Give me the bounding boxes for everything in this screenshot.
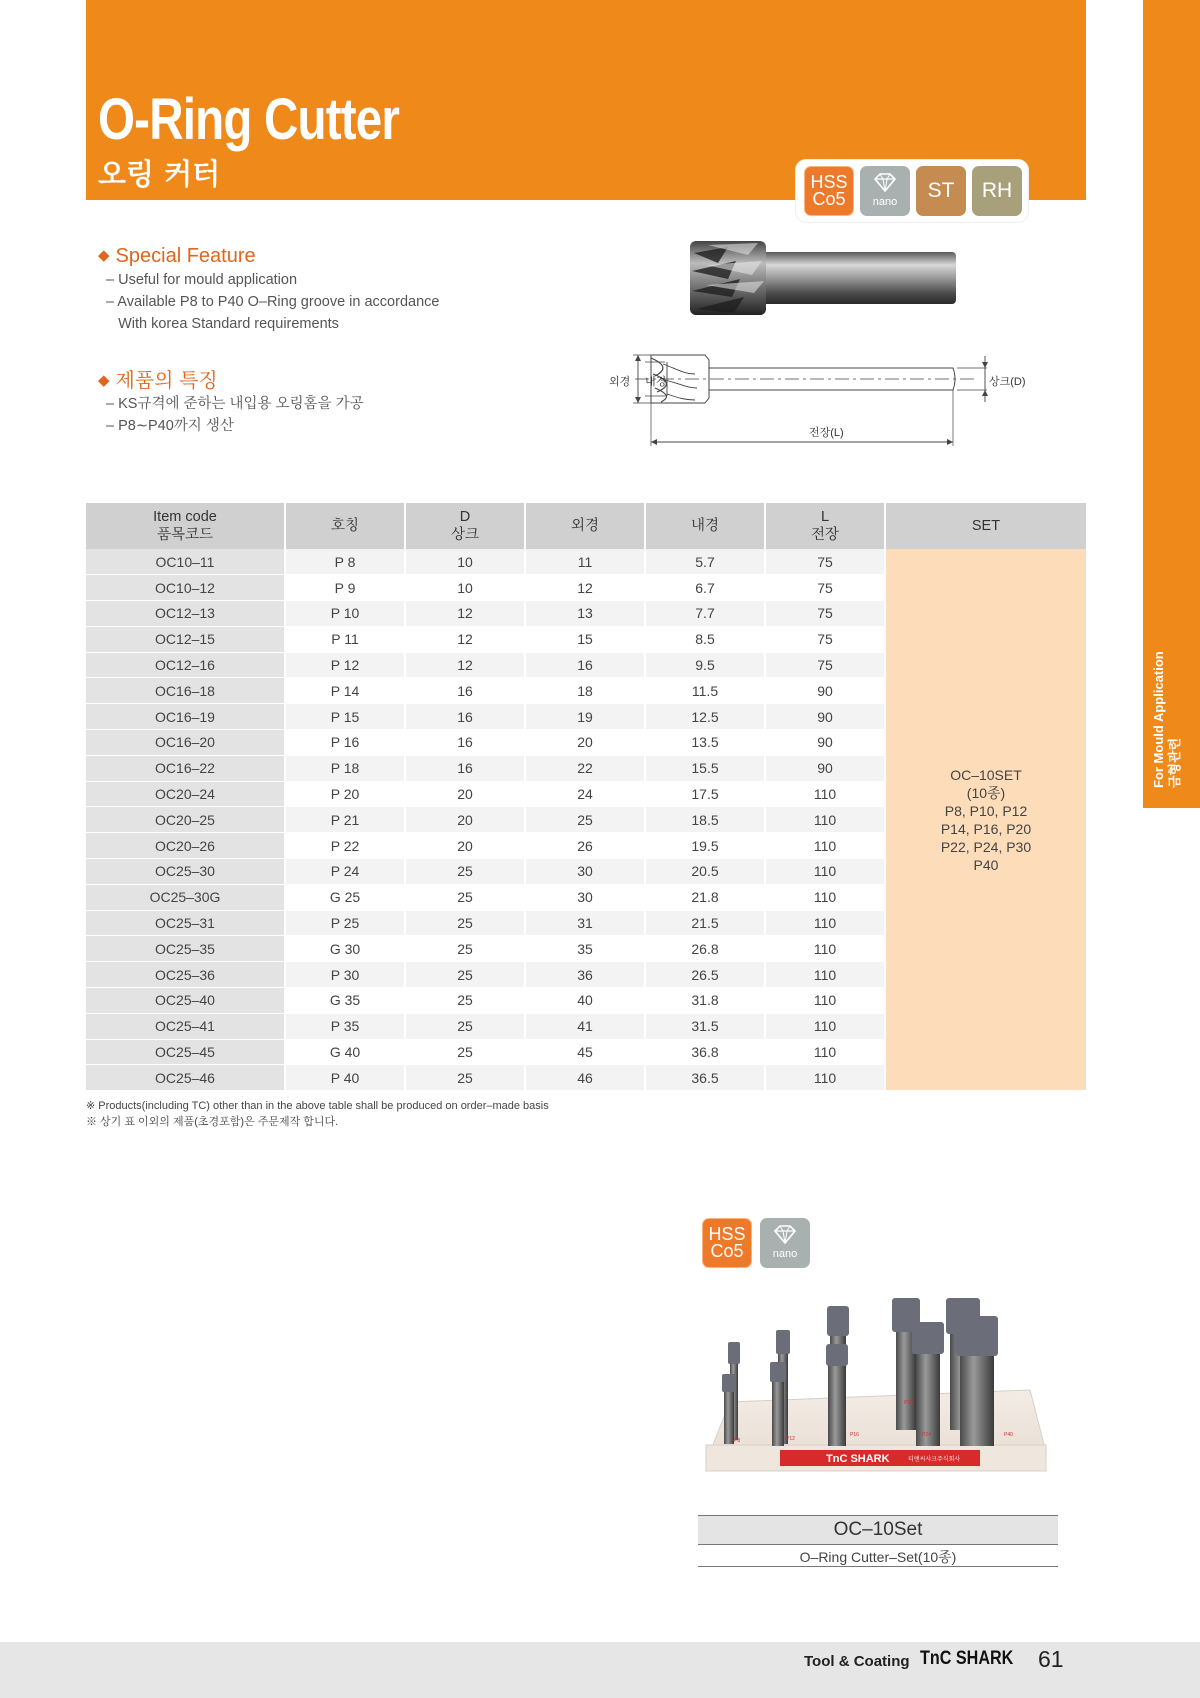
outer-diameter-label: 외경 (609, 376, 631, 388)
designation-cell: G 25 (285, 884, 405, 910)
hss-co5-badge (702, 1218, 752, 1268)
inner-dia-cell: 15.5 (645, 755, 765, 781)
inner-dia-cell: 17.5 (645, 781, 765, 807)
hss-co5-badge (804, 166, 854, 216)
photo-label-p24: P24 (922, 1432, 931, 1438)
footer-brand-logo: TnC SHARK (920, 1648, 1014, 1669)
set-nano-badge-label: nano (772, 1248, 798, 1260)
feature-en-line: – Available P8 to P40 O–Ring groove in accordance (106, 294, 440, 310)
set-material-badges (702, 1218, 814, 1270)
shank-cell: 25 (405, 988, 525, 1014)
item-code-cell: OC25–30G (86, 884, 285, 910)
page-number: 61 (1038, 1646, 1064, 1672)
inner-dia-cell: 9.5 (645, 652, 765, 678)
length-cell: 90 (765, 704, 885, 730)
shank-cell: 25 (405, 1065, 525, 1091)
outer-dia-cell: 16 (525, 652, 645, 678)
set-contents-cell (885, 549, 1086, 1091)
inner-dia-cell: 18.5 (645, 807, 765, 833)
inner-dia-cell: 36.8 (645, 1039, 765, 1065)
item-code-cell: OC12–15 (86, 626, 285, 652)
nano-badge-label: nano (872, 196, 898, 208)
length-cell: 90 (765, 730, 885, 756)
set-description: O–Ring Cutter–Set(10종) (698, 1547, 1058, 1567)
outer-dia-cell: 13 (525, 601, 645, 627)
side-tab-line-ko: 금형관련 (1167, 737, 1182, 788)
shank-cell: 25 (405, 884, 525, 910)
designation-cell: G 35 (285, 988, 405, 1014)
col-header-inner-dia: 내경 (645, 503, 765, 549)
shank-diameter-label: 상크(D) (989, 376, 1026, 388)
outer-dia-cell: 12 (525, 575, 645, 601)
outer-dia-cell: 22 (525, 755, 645, 781)
outer-dia-cell: 30 (525, 859, 645, 885)
st-badge-label: ST (927, 179, 955, 202)
inner-dia-cell: 36.5 (645, 1065, 765, 1091)
shank-cell: 25 (405, 936, 525, 962)
item-code-cell: OC10–11 (86, 549, 285, 575)
item-code-cell: OC12–16 (86, 652, 285, 678)
shank-cell: 25 (405, 1039, 525, 1065)
length-cell: 90 (765, 678, 885, 704)
inner-dia-cell: 13.5 (645, 730, 765, 756)
designation-cell: P 30 (285, 962, 405, 988)
photo-label-p40: P40 (1004, 1432, 1013, 1438)
length-cell: 110 (765, 781, 885, 807)
length-cell: 110 (765, 936, 885, 962)
inner-diameter-label: 내경 (645, 376, 667, 388)
length-cell: 75 (765, 549, 885, 575)
designation-cell: P 35 (285, 1013, 405, 1039)
designation-cell: G 30 (285, 936, 405, 962)
overall-length-label: 전장(L) (809, 427, 844, 439)
outer-dia-cell: 20 (525, 730, 645, 756)
shank-cell: 20 (405, 807, 525, 833)
length-cell: 110 (765, 884, 885, 910)
page-title: O-Ring Cutter (98, 87, 400, 152)
table-row (86, 549, 1086, 575)
shank-cell: 25 (405, 910, 525, 936)
footer-tagline: Tool & Coating (804, 1653, 910, 1670)
special-feature-title (98, 245, 256, 268)
col-header-designation: 호칭 (285, 503, 405, 549)
photo-label-p12: P12 (786, 1436, 795, 1442)
col-header-set: SET (885, 503, 1086, 549)
feature-ko-line: – KS규격에 준하는 내입용 오링홈을 가공 (106, 396, 364, 412)
shank-cell: 10 (405, 575, 525, 601)
length-cell: 110 (765, 1065, 885, 1091)
designation-cell: P 11 (285, 626, 405, 652)
inner-dia-cell: 21.5 (645, 910, 765, 936)
length-cell: 110 (765, 910, 885, 936)
inner-dia-cell: 7.7 (645, 601, 765, 627)
outer-dia-cell: 15 (525, 626, 645, 652)
inner-dia-cell: 6.7 (645, 575, 765, 601)
shank-cell: 12 (405, 626, 525, 652)
item-code-cell: OC25–36 (86, 962, 285, 988)
outer-dia-cell: 26 (525, 833, 645, 859)
designation-cell: P 8 (285, 549, 405, 575)
item-code-cell: OC25–41 (86, 1013, 285, 1039)
item-code-cell: OC16–20 (86, 730, 285, 756)
col-header-outer-dia: 외경 (525, 503, 645, 549)
outer-dia-cell: 30 (525, 884, 645, 910)
photo-label-p16: P16 (850, 1432, 859, 1438)
shank-cell: 10 (405, 549, 525, 575)
item-code-cell: OC25–40 (86, 988, 285, 1014)
item-code-cell: OC12–13 (86, 601, 285, 627)
photo-label-p30: P30 (904, 1400, 913, 1406)
nano-diamond-badge (860, 166, 910, 216)
special-feature-title-text: Special Feature (115, 245, 256, 267)
table-header-row (86, 503, 1086, 549)
outer-dia-cell: 24 (525, 781, 645, 807)
spec-table (86, 503, 1086, 1091)
set-contents-line: P8, P10, P12 (944, 802, 1028, 819)
side-tab-label (1151, 651, 1183, 788)
item-code-cell: OC25–45 (86, 1039, 285, 1065)
length-cell: 110 (765, 807, 885, 833)
shank-cell: 25 (405, 962, 525, 988)
length-cell: 75 (765, 575, 885, 601)
outer-dia-cell: 45 (525, 1039, 645, 1065)
set-contents-line: OC–10SET (950, 766, 1022, 783)
outer-dia-cell: 40 (525, 988, 645, 1014)
shank-cell: 16 (405, 755, 525, 781)
item-code-cell: OC25–46 (86, 1065, 285, 1091)
cutter-set-photo (700, 1290, 1060, 1490)
shank-cell: 25 (405, 859, 525, 885)
item-code-cell: OC16–22 (86, 755, 285, 781)
material-badges (796, 160, 1028, 222)
inner-dia-cell: 26.5 (645, 962, 765, 988)
length-cell: 110 (765, 962, 885, 988)
outer-dia-cell: 31 (525, 910, 645, 936)
hss-co5-badge-label: HSS Co5 (810, 172, 848, 209)
length-cell: 75 (765, 601, 885, 627)
length-cell: 110 (765, 988, 885, 1014)
feature-en-line: – Useful for mould application (106, 272, 298, 288)
inner-dia-cell: 21.8 (645, 884, 765, 910)
designation-cell: P 12 (285, 652, 405, 678)
outer-dia-cell: 46 (525, 1065, 645, 1091)
set-name: OC–10Set (698, 1515, 1058, 1545)
diamond-bullet-icon: ◆ (98, 247, 110, 264)
inner-dia-cell: 31.8 (645, 988, 765, 1014)
shank-cell: 12 (405, 652, 525, 678)
shank-cell: 25 (405, 1013, 525, 1039)
length-cell: 110 (765, 833, 885, 859)
outer-dia-cell: 41 (525, 1013, 645, 1039)
footer-bar (0, 1642, 1200, 1698)
outer-dia-cell: 35 (525, 936, 645, 962)
note-en: ※ Products(including TC) other than in the above table shall be produced on order–made basis (86, 1100, 549, 1112)
inner-dia-cell: 12.5 (645, 704, 765, 730)
designation-cell: G 40 (285, 1039, 405, 1065)
feature-ko-line: – P8∼P40까지 생산 (106, 418, 234, 434)
item-code-cell: OC20–25 (86, 807, 285, 833)
item-code-cell: OC10–12 (86, 575, 285, 601)
designation-cell: P 22 (285, 833, 405, 859)
outer-dia-cell: 18 (525, 678, 645, 704)
item-code-cell: OC25–35 (86, 936, 285, 962)
designation-cell: P 16 (285, 730, 405, 756)
st-badge (916, 166, 966, 216)
length-cell: 90 (765, 755, 885, 781)
designation-cell: P 21 (285, 807, 405, 833)
nano-diamond-badge (760, 1218, 810, 1268)
shank-cell: 16 (405, 730, 525, 756)
col-header-item-code: Item code 품목코드 (86, 503, 285, 549)
shank-cell: 20 (405, 781, 525, 807)
designation-cell: P 40 (285, 1065, 405, 1091)
diamond-icon (770, 1225, 800, 1245)
designation-cell: P 18 (285, 755, 405, 781)
set-hss-badge-label: HSS Co5 (708, 1224, 746, 1261)
inner-dia-cell: 26.8 (645, 936, 765, 962)
set-contents-line: (10종) (966, 784, 1006, 801)
product-feature-title-ko-text: 제품의 특징 (115, 370, 218, 392)
product-feature-title-ko (98, 364, 218, 393)
designation-cell: P 10 (285, 601, 405, 627)
diamond-icon (870, 173, 900, 193)
set-contents-line: P14, P16, P20 (940, 820, 1032, 837)
side-tab-line-en: For Mould Application (1151, 651, 1166, 788)
col-header-shank: D 상크 (405, 503, 525, 549)
diamond-bullet-icon: ◆ (98, 372, 110, 389)
inner-dia-cell: 11.5 (645, 678, 765, 704)
page-subtitle: 오링 커터 (98, 157, 221, 191)
item-code-cell: OC25–30 (86, 859, 285, 885)
length-cell: 110 (765, 1013, 885, 1039)
item-code-cell: OC25–31 (86, 910, 285, 936)
length-cell: 75 (765, 626, 885, 652)
designation-cell: P 9 (285, 575, 405, 601)
feature-en-line: With korea Standard requirements (106, 316, 339, 332)
col-header-length: L 전장 (765, 503, 885, 549)
designation-cell: P 25 (285, 910, 405, 936)
designation-cell: P 20 (285, 781, 405, 807)
length-cell: 110 (765, 859, 885, 885)
rh-badge (972, 166, 1022, 216)
rh-badge-label: RH (981, 179, 1013, 202)
item-code-cell: OC20–26 (86, 833, 285, 859)
set-contents-line: P22, P24, P30 (940, 838, 1032, 855)
inner-dia-cell: 20.5 (645, 859, 765, 885)
length-cell: 110 (765, 1039, 885, 1065)
designation-cell: P 14 (285, 678, 405, 704)
inner-dia-cell: 19.5 (645, 833, 765, 859)
outer-dia-cell: 25 (525, 807, 645, 833)
inner-dia-cell: 5.7 (645, 549, 765, 575)
inner-dia-cell: 31.5 (645, 1013, 765, 1039)
inner-dia-cell: 8.5 (645, 626, 765, 652)
designation-cell: P 24 (285, 859, 405, 885)
shank-cell: 20 (405, 833, 525, 859)
outer-dia-cell: 11 (525, 549, 645, 575)
shank-cell: 16 (405, 704, 525, 730)
item-code-cell: OC20–24 (86, 781, 285, 807)
photo-brand-ko-text: 티앤씨샤크주식회사 (908, 1456, 961, 1463)
length-cell: 75 (765, 652, 885, 678)
designation-cell: P 15 (285, 704, 405, 730)
outer-dia-cell: 36 (525, 962, 645, 988)
note-ko: ※ 상기 표 이외의 제품(초경포함)은 주문제작 합니다. (86, 1116, 339, 1128)
shank-cell: 12 (405, 601, 525, 627)
set-contents-line: P40 (973, 856, 999, 873)
outer-dia-cell: 19 (525, 704, 645, 730)
photo-brand-text: TnC SHARK (826, 1453, 890, 1465)
photo-label-p8: P8 (734, 1438, 741, 1444)
item-code-cell: OC16–18 (86, 678, 285, 704)
item-code-cell: OC16–19 (86, 704, 285, 730)
o-ring-cutter-photo (688, 235, 968, 325)
shank-cell: 16 (405, 678, 525, 704)
